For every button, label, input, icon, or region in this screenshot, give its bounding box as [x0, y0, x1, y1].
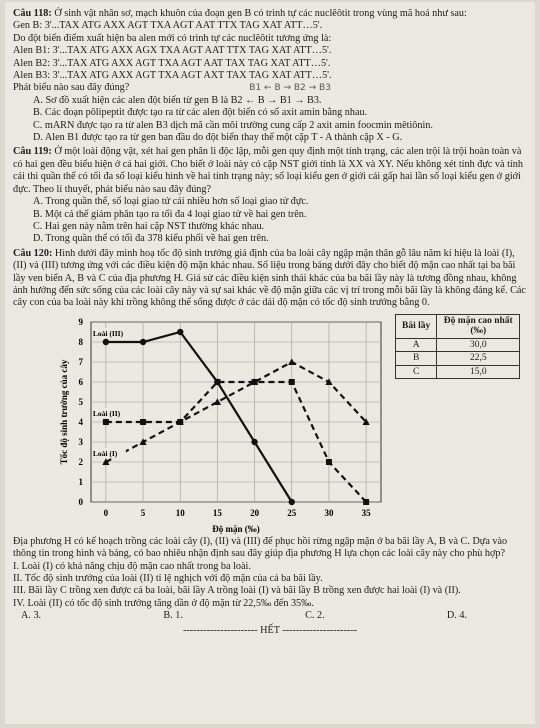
- q120-statement-2: II. Tốc độ sinh trưởng của loài (II) tỉ lệ nghịch với độ mặn của cả ba bãi lầy.: [13, 572, 323, 584]
- end-marker: ---------------------- HẾT ----------------------: [183, 624, 357, 636]
- y-tick-label: 5: [78, 396, 83, 407]
- q120-statement-3: III. Bãi lầy C trồng xen được cả ba loài, bãi lầy A trồng loài (I) và bãi lầy B trồng xen được hai loài (I) và (II).: [13, 585, 461, 597]
- table-row: [396, 352, 520, 366]
- y-tick-label: 3: [78, 436, 83, 447]
- data-point-square: [214, 379, 220, 385]
- y-tick-label: 4: [78, 416, 83, 427]
- table-cell: B: [396, 352, 437, 366]
- y-tick-label: 0: [78, 496, 83, 507]
- series-label: Loài (I): [92, 448, 118, 458]
- q120-text: Câu 120: Hình dưới đây minh hoạ tốc độ sinh trưởng giả định của ba loài cây ngập mặn thân gỗ lâu năm kí hiệu là loài (I), (II) và (III) tương ứng với các điều kiện độ mặn khác nhau. Số liệu trong bảng dưới đây cho biết độ mặn cao nhất tại ba bãi lầy ven biển A, B và C của địa phương H. Giả sử các điều kiện sinh thái khác của ba bãi lầy này là tương đồng nhau, không ảnh hưởng đến sức sống của các loài cây này và sự sai khác về độ mặn giữa các vị trí trong mỗi bãi lầy là không đáng kể. Các cây con của ba loài này khi trồng không thể sống được ở các dải độ mặn có tốc độ sinh trưởng bằng 0.: [13, 247, 526, 309]
- q120-answers: [13, 610, 527, 622]
- table-cell: 15,0: [437, 365, 520, 379]
- data-point-triangle: [288, 358, 295, 365]
- q118-gene-b: Gen B: 3'...TAX ATG AXX AGT TXA AGT AAT TTX TAG XAT ATT…5'.: [13, 20, 323, 32]
- table-header: Bãi lầy: [396, 314, 437, 338]
- x-tick-label: 5: [140, 507, 146, 518]
- table-cell: 30,0: [437, 338, 520, 352]
- q119-option-a: A. Trong quần thể, số loại giao tử cái nhiều hơn số loại giao tử đực.: [33, 196, 309, 208]
- q118-option-a: A. Sơ đồ xuất hiện các alen đột biến từ gen B là B2 ← B → B1 → B3.: [33, 94, 322, 106]
- data-point-square: [140, 419, 146, 425]
- x-tick-label: 25: [287, 507, 297, 518]
- q119-option-d: D. Trong quần thể có tối đa 378 kiểu phối về hai gen trên.: [33, 233, 269, 245]
- q118-allele-b2: Alen B2: 3'...TAX ATG AXX AGT TXA AGT AAT TAX TAG XAT ATT…5'.: [13, 57, 331, 69]
- table-header-row: [396, 314, 520, 338]
- y-tick-label: 2: [78, 456, 83, 467]
- data-point-square: [289, 379, 295, 385]
- table-row: [396, 365, 520, 379]
- answer-d: D. 4.: [446, 610, 467, 622]
- table-cell: 22,5: [437, 352, 520, 366]
- figure-area: [13, 314, 527, 534]
- x-tick-label: 0: [103, 507, 109, 518]
- x-tick-label: 35: [361, 507, 371, 518]
- y-tick-label: 6: [78, 376, 83, 387]
- table-cell: C: [396, 365, 437, 379]
- growth-rate-chart: [13, 314, 393, 534]
- x-tick-label: 15: [212, 507, 222, 518]
- series-line: [106, 332, 292, 502]
- data-point-square: [326, 459, 332, 465]
- q118-intro: Câu 118: Ở sinh vật nhân sơ, mạch khuôn của đoạn gen B có trình tự các nuclêôtit trong vùng mã hoá như sau:: [13, 8, 467, 19]
- q119-option-b: B. Một cá thể giảm phân tạo ra tối đa 4 loại giao tử về hai gen trên.: [33, 208, 307, 220]
- x-tick-label: 10: [175, 507, 185, 518]
- data-point-triangle: [214, 398, 221, 405]
- series-label: Loài (II): [92, 408, 121, 418]
- series-label: Loài (III): [92, 328, 124, 338]
- x-tick-label: 30: [324, 507, 334, 518]
- table-row: [396, 338, 520, 352]
- data-point-square: [103, 419, 109, 425]
- q118-option-d: D. Alen B1 được tạo ra từ gen ban đầu do đột biến thay thế một cặp T - A thành cặp X - G.: [33, 132, 403, 144]
- table-header: Độ mặn cao nhất (‰): [437, 314, 520, 338]
- q118-mutation-intro: Do đột biến điểm xuất hiện ba alen mới có trình tự các nuclêôtit tương ứng là:: [13, 32, 332, 44]
- answer-c: C. 2.: [305, 610, 325, 622]
- data-point-square: [363, 499, 369, 505]
- table-cell: A: [396, 338, 437, 352]
- data-point-circle: [103, 339, 109, 345]
- q120-statement-1: I. Loài (I) có khả năng chịu độ mặn cao nhất trong ba loài.: [13, 560, 251, 572]
- q118-option-c: C. mARN được tạo ra từ alen B3 dịch mã cần môi trường cung cấp 2 axit amin foocmin mêtiônin.: [33, 119, 433, 131]
- data-point-circle: [177, 329, 183, 335]
- exam-page: [5, 2, 535, 724]
- q118-question: Phát biểu nào sau đây đúng? B1 ← B → B2 → B3: [13, 82, 331, 94]
- q119-text: Câu 119: Ở một loài động vật, xét hai gen phân li độc lập, mỗi gen quy định một tính trạng, các alen trội là trội hoàn toàn và có hai gen đều biểu hiện ở cả hai giới. Cho biết ở loài này có cặp NST giới tính là XX và XY. Nếu không xét tính đực và tính cái thì quần thể có tối đa số loại kiểu hình về hai tính trạng này; số loại kiểu gen ở giới cái gấp hai lần số loại kiểu gen ở giới đực. Theo lí thuyết, phát biểu nào sau đây đúng?: [13, 146, 523, 195]
- data-point-circle: [289, 499, 295, 505]
- handwritten-note: B1 ← B → B2 → B3: [249, 83, 331, 94]
- y-tick-label: 1: [78, 476, 83, 487]
- x-axis-label: Độ mặn (‰): [212, 523, 260, 534]
- data-point-circle: [140, 339, 146, 345]
- answer-a: A. 3.: [21, 610, 42, 622]
- q120-after-text: Địa phương H có kế hoạch trồng các loài cây (I), (II) và (III) để phục hồi rừng ngập mặn ở ba bãi lầy A, B và C. Dựa vào thông tin trong hình và bảng, có bao nhiêu nhận định sau đây giúp địa phương H lựa chọn các loài cây này cho phù hợp?: [13, 535, 508, 560]
- salinity-table: [395, 314, 520, 380]
- y-axis-label: Tốc độ sinh trưởng của cây: [59, 359, 69, 465]
- q118-option-b: B. Các đoạn pôlipeptit được tạo ra từ các alen đột biến có số axit amin bằng nhau.: [33, 107, 368, 119]
- data-point-circle: [251, 439, 257, 445]
- answer-b: B. 1.: [163, 610, 183, 622]
- y-tick-label: 8: [78, 336, 83, 347]
- q120-statement-4: IV. Loài (II) có tốc độ sinh trưởng tăng dần ở độ mặn từ 22,5‰ đến 35‰.: [13, 597, 314, 609]
- q118-allele-b3: Alen B3: 3'...TAX ATG AXX AGT TXA AGT AXT TAX TAG XAT ATT…5'.: [13, 70, 332, 82]
- y-tick-label: 9: [78, 316, 83, 327]
- y-tick-label: 7: [78, 356, 83, 367]
- q118-allele-b1: Alen B1: 3'...TAX ATG AXX AGX TXA AGT AAT TTX TAG XAT ATT…5'.: [13, 45, 332, 57]
- x-tick-label: 20: [250, 507, 260, 518]
- q119-option-c: C. Hai gen này nằm trên hai cặp NST thường khác nhau.: [33, 220, 265, 232]
